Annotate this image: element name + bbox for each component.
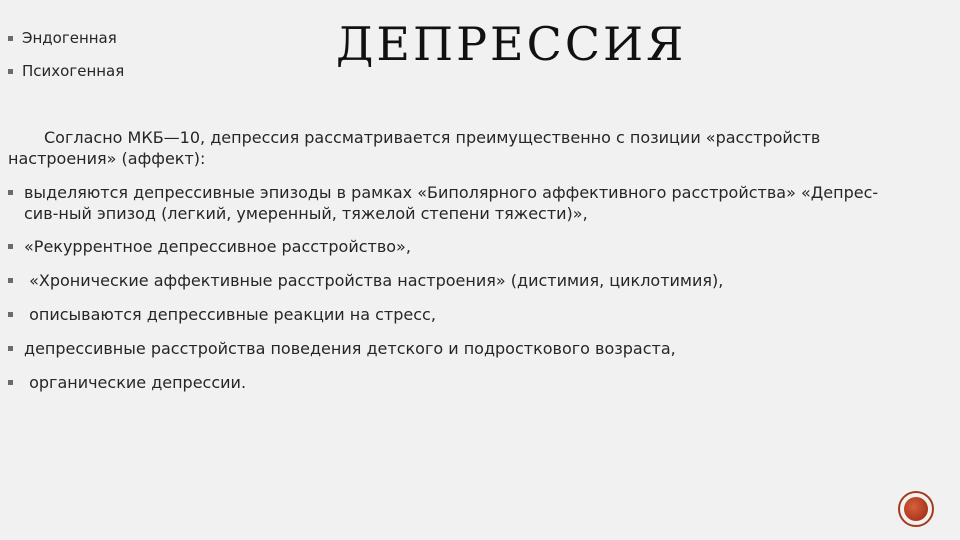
list-item-text: описываются депрессивные реакции на стресс, bbox=[24, 305, 436, 324]
list-item bbox=[8, 270, 908, 291]
square-bullet-icon bbox=[8, 69, 13, 74]
square-bullet-icon bbox=[8, 36, 13, 41]
slide-title: ДЕПРЕССИЯ bbox=[336, 17, 687, 71]
list-item-text: «Хронические аффективные расстройства настроения» (дистимия, циклотимия), bbox=[24, 271, 724, 290]
square-bullet-icon bbox=[8, 190, 13, 195]
list-item bbox=[8, 304, 908, 325]
list-item bbox=[8, 338, 908, 359]
square-bullet-icon bbox=[8, 244, 13, 249]
circle-badge-icon[interactable] bbox=[898, 491, 934, 527]
intro-paragraph: Согласно МКБ—10, депрессия рассматривается преимущественно с позиции «расстройств настроения» (аффект): bbox=[8, 128, 821, 168]
list-item-text: выделяются депрессивные эпизоды в рамках «Биполярного аффективного расстройства» «Депрес-сив-ный эпизод (легкий, умеренный, тяжелой степени тяжести)», bbox=[24, 183, 879, 223]
list-item bbox=[8, 182, 908, 224]
list-item bbox=[8, 372, 908, 393]
classification-list bbox=[8, 182, 908, 393]
list-item bbox=[8, 236, 908, 257]
list-item-text: «Рекуррентное депрессивное расстройство», bbox=[24, 237, 411, 256]
side-list-label: Эндогенная bbox=[22, 29, 117, 47]
side-list-item-psychogenic bbox=[8, 62, 124, 80]
square-bullet-icon bbox=[8, 346, 13, 351]
square-bullet-icon bbox=[8, 380, 13, 385]
side-list-item-endogenous bbox=[8, 29, 117, 47]
circle-badge-fill bbox=[904, 497, 928, 521]
square-bullet-icon bbox=[8, 312, 13, 317]
list-item-text: органические депрессии. bbox=[24, 373, 247, 392]
square-bullet-icon bbox=[8, 278, 13, 283]
side-list-label: Психогенная bbox=[22, 62, 125, 80]
list-item-text: депрессивные расстройства поведения детского и подросткового возраста, bbox=[24, 339, 676, 358]
